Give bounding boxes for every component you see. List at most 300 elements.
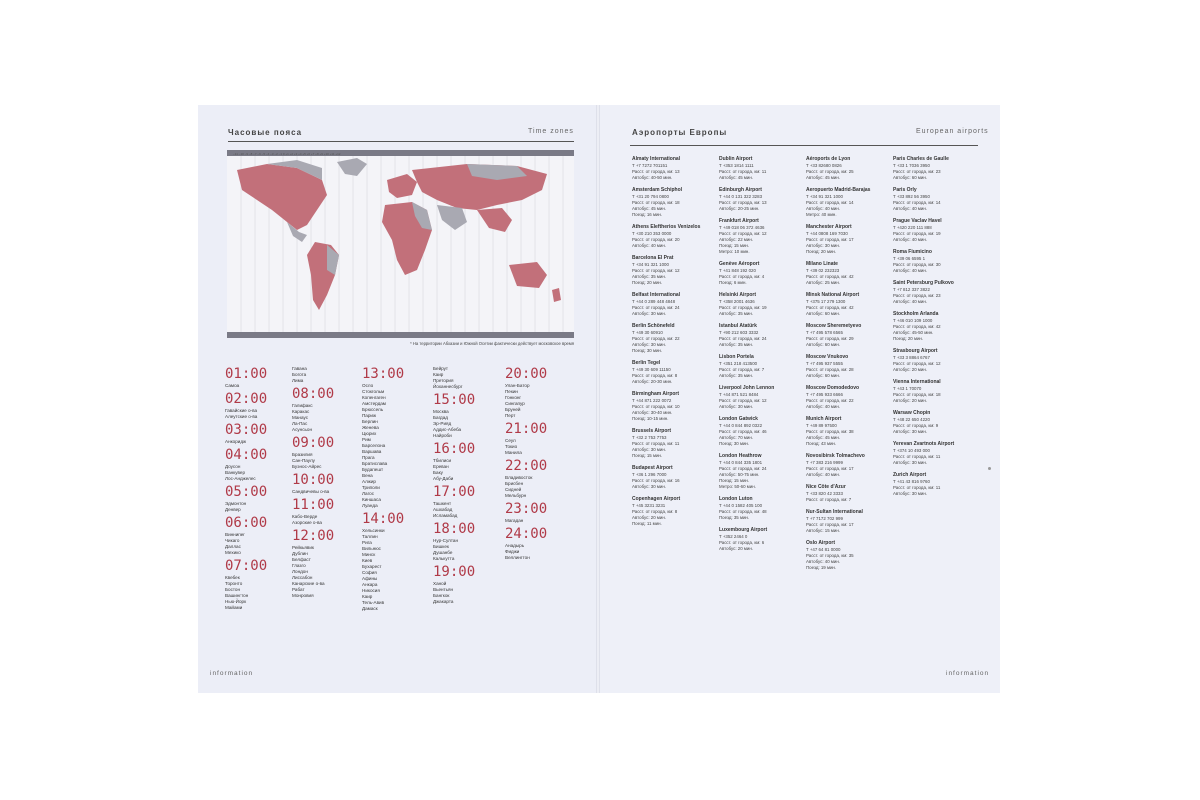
tz-city: Алеутские о-ва bbox=[225, 414, 258, 419]
airport-name: Moscow Domodedovo bbox=[806, 385, 860, 391]
tz-city: Найроби bbox=[433, 433, 452, 438]
airport-name: Nur-Sultan International bbox=[806, 509, 863, 515]
airport-name: Athens Eleftherios Venizelos bbox=[632, 224, 701, 230]
tz-city: Торонто bbox=[225, 581, 243, 586]
airport-name: Genève Aéroport bbox=[719, 261, 760, 267]
tz-block bbox=[225, 558, 287, 611]
airport-detail: Автобус: 70 мин. bbox=[719, 435, 753, 440]
airport-entry bbox=[632, 323, 716, 354]
airport-name: Strasbourg Airport bbox=[893, 348, 938, 354]
tz-city: Братислава bbox=[362, 461, 388, 466]
tz-city: Манаус bbox=[292, 415, 309, 420]
airport-entry bbox=[893, 441, 977, 466]
tz-block bbox=[433, 484, 495, 519]
tz-city: Душанбе bbox=[433, 550, 453, 555]
airport-entry bbox=[893, 472, 977, 497]
airport-name: Belfast International bbox=[632, 292, 681, 298]
airport-detail: T +31 20 794 0800 bbox=[632, 194, 669, 199]
airport-column-3 bbox=[806, 156, 890, 577]
airport-detail: T +375 17 279 1300 bbox=[806, 299, 846, 304]
airport-detail: T +45 3231 3231 bbox=[632, 503, 666, 508]
airport-detail: Расст. от города, км: 13 bbox=[632, 169, 680, 174]
airport-detail: Автобус: 20 мин. bbox=[719, 546, 753, 551]
tz-time: 20:00 bbox=[505, 366, 548, 382]
tz-city: Копенгаген bbox=[362, 395, 386, 400]
tz-time: 24:00 bbox=[505, 526, 548, 542]
right-header-rule bbox=[630, 145, 978, 146]
airport-detail: Автобус: 25 мин. bbox=[806, 280, 840, 285]
airport-name: London Heathrow bbox=[719, 453, 762, 459]
airport-entry bbox=[632, 428, 716, 459]
airport-name: Munich Airport bbox=[806, 416, 842, 422]
tz-column-5 bbox=[505, 366, 567, 563]
airport-detail: T +7 495 937 5555 bbox=[806, 361, 843, 366]
tz-city: Сан-Паулу bbox=[292, 458, 315, 463]
airport-detail: Автобус: 40 мин. bbox=[893, 206, 927, 211]
airport-detail: Расст. от города, км: 13 bbox=[719, 200, 767, 205]
tz-city: Ванкувер bbox=[225, 470, 246, 475]
airport-detail: Расст. от города, км: 17 bbox=[806, 237, 854, 242]
airport-name: Dublin Airport bbox=[719, 156, 753, 162]
tz-city: Майами bbox=[225, 605, 243, 610]
airport-detail: Расст. от города, км: 12 bbox=[719, 398, 767, 403]
tz-city: Таллин bbox=[362, 534, 378, 539]
tz-city: Калькутта bbox=[433, 556, 455, 561]
tz-city: Рабат bbox=[292, 587, 305, 592]
airport-detail: T +44 0 844 335 1801 bbox=[719, 460, 763, 465]
tz-city: Варшава bbox=[362, 449, 382, 454]
airport-detail: T +33 1 7036 3950 bbox=[893, 163, 930, 168]
airport-detail: Поезд: 15 мин. bbox=[719, 243, 750, 248]
airport-detail: Поезд: 6 мин. bbox=[719, 280, 747, 285]
airport-detail: Автобус: 30 мин. bbox=[632, 311, 666, 316]
airport-detail: Автобус: 60 мин. bbox=[806, 373, 840, 378]
airport-detail: Расст. от города, км: 11 bbox=[719, 169, 767, 174]
tz-city: Нур-Султан bbox=[433, 538, 458, 543]
right-page-footer: information bbox=[946, 670, 990, 677]
tz-block bbox=[292, 386, 354, 433]
airport-detail: T +47 64 81 0000 bbox=[806, 547, 841, 552]
tz-city: Фиджи bbox=[505, 549, 520, 554]
airport-entry bbox=[719, 261, 803, 286]
airport-detail: T +352 2464 0 bbox=[719, 534, 748, 539]
airport-name: Copenhagen Airport bbox=[632, 496, 681, 502]
tz-column-1 bbox=[225, 366, 287, 613]
airport-detail: Автобус: 30 мин. bbox=[719, 404, 753, 409]
tz-city: Тбилиси bbox=[433, 458, 452, 463]
airport-entry bbox=[632, 156, 716, 181]
tz-time: 22:00 bbox=[505, 458, 548, 474]
airport-entry bbox=[632, 187, 716, 218]
airport-entry bbox=[893, 379, 977, 404]
tz-city: Лондон bbox=[292, 569, 308, 574]
airport-column-4 bbox=[893, 156, 977, 503]
airport-entry bbox=[893, 249, 977, 274]
airport-entry bbox=[719, 187, 803, 212]
tz-city: Бейрут bbox=[433, 366, 449, 371]
airport-detail: T +420 220 111 888 bbox=[893, 225, 932, 230]
airport-detail: T +49 30 609 11150 bbox=[632, 367, 671, 372]
airport-name: Amsterdam Schiphol bbox=[632, 187, 683, 193]
airport-entry bbox=[806, 354, 890, 379]
tz-block bbox=[433, 564, 495, 605]
tz-block bbox=[433, 366, 495, 390]
tz-city: Аддис-Абеба bbox=[433, 427, 462, 432]
tz-block bbox=[292, 366, 354, 384]
airport-detail: Метро: 10 мин. bbox=[719, 249, 750, 254]
tz-block bbox=[433, 441, 495, 482]
airport-detail: Расст. от города, км: 11 bbox=[893, 485, 941, 490]
tz-city: Хельсинки bbox=[362, 528, 385, 533]
airport-name: Aeropuerto Madrid-Barajas bbox=[806, 187, 871, 193]
tz-city: София bbox=[362, 570, 377, 575]
airport-entry bbox=[632, 224, 716, 249]
airport-detail: Автобус: 35 мин. bbox=[719, 342, 753, 347]
airport-detail: Расст. от города, км: 22 bbox=[632, 336, 680, 341]
airport-detail: Автобус: 22 мин. bbox=[719, 237, 753, 242]
airport-detail: Поезд: 16 мин. bbox=[632, 212, 663, 217]
tz-city: Ханой bbox=[433, 581, 447, 586]
tz-block bbox=[505, 526, 567, 561]
airport-entry bbox=[719, 416, 803, 447]
airport-detail: Расст. от города, км: 22 bbox=[806, 398, 854, 403]
tz-city: Луанда bbox=[362, 503, 378, 508]
tz-column-3 bbox=[362, 366, 424, 614]
airport-name: Manchester Airport bbox=[806, 224, 852, 230]
airport-detail: Расст. от города, км: 11 bbox=[893, 454, 941, 459]
tz-city: Виннипег bbox=[225, 532, 245, 537]
tz-city: Квебек bbox=[225, 575, 240, 580]
airport-entry bbox=[893, 156, 977, 181]
airport-entry bbox=[806, 261, 890, 286]
airport-name: Edinburgh Airport bbox=[719, 187, 762, 193]
airport-column-1 bbox=[632, 156, 716, 533]
tz-city: Минск bbox=[362, 552, 376, 557]
airport-detail: T +39 02 232323 bbox=[806, 268, 840, 273]
tz-city: Претория bbox=[433, 378, 454, 383]
tz-block bbox=[505, 366, 567, 419]
airport-detail: Расст. от города, км: 24 bbox=[719, 336, 767, 341]
tz-city: Эр-Рияд bbox=[433, 421, 452, 426]
airport-name: Almaty International bbox=[632, 156, 681, 162]
airport-entry bbox=[719, 354, 803, 379]
airport-detail: T +33 3 8864 6767 bbox=[893, 355, 930, 360]
tz-city: Ташкент bbox=[433, 501, 452, 506]
airport-detail: Метро: 40 мин. bbox=[806, 212, 837, 217]
tz-city: Нью-Йорк bbox=[225, 599, 247, 604]
tz-city: Сидней bbox=[505, 487, 522, 492]
tz-city: Бостон bbox=[225, 587, 241, 592]
airport-detail: T +33 892 56 3950 bbox=[893, 194, 930, 199]
right-page-title: Аэропорты Европы bbox=[632, 128, 728, 137]
map-footnote: * На территории Абхазии и Южной Осетии фактически действует московское время bbox=[410, 341, 574, 346]
tz-city: Глазго bbox=[292, 563, 306, 568]
airport-detail: T +36 1 296 7000 bbox=[632, 472, 667, 477]
airport-detail: Расст. от города, км: 16 bbox=[632, 478, 680, 483]
tz-time: 03:00 bbox=[225, 422, 268, 438]
tz-city: Вена bbox=[362, 473, 373, 478]
airport-detail: Автобус: 40 мин. bbox=[806, 559, 840, 564]
tz-time: 23:00 bbox=[505, 501, 548, 517]
tz-block bbox=[292, 435, 354, 470]
airport-entry bbox=[893, 187, 977, 212]
airport-detail: Автобус: 45-50 мин. bbox=[893, 330, 934, 335]
airport-detail: T +7 383 216 9999 bbox=[806, 460, 843, 465]
tz-city: Рим bbox=[362, 437, 371, 442]
airport-detail: Автобус: 40 мин. bbox=[893, 268, 927, 273]
airport-entry bbox=[632, 292, 716, 317]
tz-city: Ашхабад bbox=[433, 507, 453, 512]
airport-detail: Поезд: 19 мин. bbox=[806, 565, 837, 570]
tz-city: Анкоридж bbox=[225, 439, 247, 444]
tz-city: Галифакс bbox=[292, 403, 313, 408]
tz-city: Манила bbox=[505, 450, 522, 455]
airport-entry bbox=[806, 385, 890, 410]
airport-detail: Поезд: 10-15 мин. bbox=[632, 416, 669, 421]
tz-city: Каир bbox=[362, 594, 373, 599]
tz-city: Сингапур bbox=[505, 401, 525, 406]
tz-time: 14:00 bbox=[362, 511, 405, 527]
tz-time: 09:00 bbox=[292, 435, 335, 451]
tz-city: Афины bbox=[362, 576, 378, 581]
tz-city: Москва bbox=[433, 409, 449, 414]
airport-detail: T +39 06 6595 1 bbox=[893, 256, 926, 261]
airport-detail: Расст. от города, км: 11 bbox=[632, 441, 680, 446]
airport-name: Moscow Vnukovo bbox=[806, 354, 849, 360]
airport-name: Nice Côte d'Azur bbox=[806, 484, 846, 490]
airport-detail: Расст. от города, км: 18 bbox=[893, 392, 941, 397]
tz-city: Ереван bbox=[433, 464, 449, 469]
airport-name: Birmingham Airport bbox=[632, 391, 680, 397]
svg-text:−11 −10 −9 −8 −7 −6 −5 −4 −3 −: −11 −10 −9 −8 −7 −6 −5 −4 −3 −2 −1 0 +1 +2 +3 +4 +5 +6 +7 +8 +9 +10 +11 +12 bbox=[233, 152, 341, 156]
tz-block bbox=[433, 521, 495, 562]
airport-detail: Автобус: 60 мин. bbox=[806, 311, 840, 316]
left-page-subtitle: Time zones bbox=[528, 128, 574, 135]
tz-city: Прага bbox=[362, 455, 375, 460]
tz-city: Брюссель bbox=[362, 407, 384, 412]
tz-block bbox=[225, 391, 287, 420]
airport-detail: Расст. от города, км: 17 bbox=[806, 522, 854, 527]
tz-city: Вьентьян bbox=[433, 587, 454, 592]
airport-detail: Автобус: 40 мин. bbox=[632, 243, 666, 248]
tz-city: Кабо-Верде bbox=[292, 514, 318, 519]
tz-block bbox=[292, 472, 354, 495]
airport-name: Frankfurt Airport bbox=[719, 218, 759, 224]
airport-entry bbox=[719, 527, 803, 552]
airport-detail: Автобус: 40 мин. bbox=[806, 404, 840, 409]
airport-detail: Расст. от города, км: 42 bbox=[806, 274, 854, 279]
airport-detail: Расст. от города, км: 6 bbox=[719, 540, 765, 545]
tz-city: Токио bbox=[505, 444, 518, 449]
tz-time: 05:00 bbox=[225, 484, 268, 500]
tz-time: 08:00 bbox=[292, 386, 335, 402]
airport-detail: Расст. от города, км: 30 bbox=[893, 262, 941, 267]
airport-detail: Расст. от города, км: 48 bbox=[719, 509, 767, 514]
airport-detail: Автобус: 20 мин. bbox=[893, 367, 927, 372]
airport-detail: T +41 848 192 020 bbox=[719, 268, 756, 273]
tz-block bbox=[505, 458, 567, 499]
airport-detail: Автобус: 30-40 мин. bbox=[632, 410, 673, 415]
tz-time: 11:00 bbox=[292, 497, 335, 513]
airport-detail: Расст. от города, км: 20 bbox=[632, 237, 680, 242]
tz-city: Чикаго bbox=[225, 538, 240, 543]
airport-name: Milano Linate bbox=[806, 261, 838, 267]
airport-detail: Поезд: 20 мин. bbox=[893, 336, 924, 341]
airport-entry bbox=[632, 465, 716, 490]
tz-city: Брисбен bbox=[505, 481, 524, 486]
airport-detail: Расст. от города, км: 19 bbox=[893, 231, 941, 236]
airport-detail: Автобус: 30 мин. bbox=[893, 429, 927, 434]
tz-time: 12:00 bbox=[292, 528, 335, 544]
airport-entry bbox=[893, 348, 977, 373]
airport-detail: Расст. от города, км: 24 bbox=[719, 466, 767, 471]
tz-city: Белфаст bbox=[292, 557, 311, 562]
tz-time: 02:00 bbox=[225, 391, 268, 407]
airport-detail: T +34 91 321 1000 bbox=[632, 262, 669, 267]
airport-detail: Поезд: 15 мин. bbox=[632, 453, 663, 458]
airport-detail: Поезд: 15 мин. bbox=[719, 478, 750, 483]
left-header-rule bbox=[228, 141, 574, 142]
airport-name: Minsk National Airport bbox=[806, 292, 860, 298]
airport-detail: Расст. от города, км: 8 bbox=[632, 373, 678, 378]
airport-detail: Расст. от города, км: 29 bbox=[806, 336, 854, 341]
airport-detail: Автобус: 40 мин. bbox=[893, 299, 927, 304]
airport-detail: Расст. от города, км: 12 bbox=[893, 361, 941, 366]
tz-block bbox=[225, 422, 287, 445]
airport-detail: Автобус: 60 мин. bbox=[893, 175, 927, 180]
tz-city: Вильнюс bbox=[362, 546, 381, 551]
airport-detail: Расст. от города, км: 10 bbox=[632, 404, 680, 409]
airport-name: Novosibirsk Tolmachevo bbox=[806, 453, 865, 459]
airport-entry bbox=[719, 156, 803, 181]
airport-detail: Поезд: 20 мин. bbox=[632, 280, 663, 285]
tz-block bbox=[433, 392, 495, 439]
airport-detail: Поезд: 11 мин. bbox=[632, 521, 662, 526]
tz-city: Буэнос-Айрес bbox=[292, 464, 322, 469]
tz-city: Магадан bbox=[505, 518, 524, 523]
airport-detail: Расст. от города, км: 12 bbox=[632, 268, 680, 273]
airport-name: Roma Fiumicino bbox=[893, 249, 932, 255]
airport-name: Berlin Tegel bbox=[632, 360, 661, 366]
airport-detail: Автобус: 45 мин. bbox=[806, 175, 840, 180]
airport-detail: T +33 820 42 3333 bbox=[806, 491, 843, 496]
airport-detail: Расст. от города, км: 17 bbox=[806, 466, 854, 471]
airport-entry bbox=[806, 540, 890, 571]
airport-detail: Автобус: 30 мин. bbox=[806, 243, 840, 248]
tz-city: Дамаск bbox=[362, 606, 378, 611]
airport-name: London Luton bbox=[719, 496, 753, 502]
tz-city: Канарские о-ва bbox=[292, 581, 325, 586]
airport-detail: Автобус: 30 мин. bbox=[632, 484, 666, 489]
airport-name: London Gatwick bbox=[719, 416, 758, 422]
airport-detail: Расст. от города, км: 28 bbox=[806, 367, 854, 372]
airport-entry bbox=[806, 323, 890, 348]
tz-time: 07:00 bbox=[225, 558, 268, 574]
airport-detail: T +374 10 493 000 bbox=[893, 448, 930, 453]
tz-city: Гавана bbox=[292, 366, 307, 371]
airport-detail: Автобус: 50-75 мин. bbox=[719, 472, 760, 477]
airport-detail: T +44 0 289 448 4848 bbox=[632, 299, 676, 304]
airport-detail: Расст. от города, км: 12 bbox=[719, 231, 767, 236]
airport-entry bbox=[719, 218, 803, 255]
tz-city: Рейкьявик bbox=[292, 545, 314, 550]
tz-time: 19:00 bbox=[433, 564, 476, 580]
airport-name: Luxembourg Airport bbox=[719, 527, 768, 533]
tz-city: Париж bbox=[362, 413, 377, 418]
airport-detail: T +44 871 521 8484 bbox=[719, 392, 759, 397]
airport-name: Paris Charles de Gaulle bbox=[893, 156, 949, 162]
airport-detail: Расст. от города, км: 42 bbox=[893, 324, 941, 329]
tz-city: Улан-Батор bbox=[505, 383, 530, 388]
airport-detail: Автобус: 35 мин. bbox=[719, 311, 753, 316]
airport-detail: T +49 018 06 372 4636 bbox=[719, 225, 765, 230]
airport-detail: T +44 0 131 322 3283 bbox=[719, 194, 763, 199]
airport-detail: Автобус: 40 мин. bbox=[806, 206, 840, 211]
tz-time: 01:00 bbox=[225, 366, 268, 382]
airport-name: Paris Orly bbox=[893, 187, 917, 193]
tz-city: Джакарта bbox=[433, 599, 454, 604]
tz-city: Анадырь bbox=[505, 543, 525, 548]
airport-detail: Расст. от города, км: 9 bbox=[893, 423, 939, 428]
tz-city: Богота bbox=[292, 372, 307, 377]
airport-detail: T +351 218 413500 bbox=[719, 361, 758, 366]
tz-city: Даллас bbox=[225, 544, 241, 549]
airport-entry bbox=[806, 224, 890, 255]
tz-city: Лагос bbox=[362, 491, 374, 496]
airport-detail: T +41 43 816 9760 bbox=[893, 479, 930, 484]
tz-time: 06:00 bbox=[225, 515, 268, 531]
airport-detail: Автобус: 35 мин. bbox=[632, 274, 666, 279]
airport-name: Brussels Airport bbox=[632, 428, 671, 434]
airport-detail: Расст. от города, км: 8 bbox=[632, 509, 678, 514]
airport-detail: T +49 30 60910 bbox=[632, 330, 663, 335]
airport-detail: T +44 0 1582 405 100 bbox=[719, 503, 763, 508]
tz-city: Бангкок bbox=[433, 593, 450, 598]
airport-detail: Автобус: 45 мин. bbox=[719, 175, 753, 180]
tz-block bbox=[505, 421, 567, 456]
tz-city: Бишкек bbox=[433, 544, 449, 549]
airport-detail: Автобус: 20-30 мин. bbox=[632, 379, 673, 384]
tz-city: Эдмонтон bbox=[225, 501, 247, 506]
tz-city: Самоа bbox=[225, 383, 240, 388]
airport-detail: Поезд: 35 мин. bbox=[719, 515, 750, 520]
airport-entry bbox=[806, 156, 890, 181]
tz-city: Каракас bbox=[292, 409, 310, 414]
tz-city: Мельбурн bbox=[505, 493, 527, 498]
tz-city: Осло bbox=[362, 383, 374, 388]
airport-detail: Расст. от города, км: 18 bbox=[632, 200, 680, 205]
tz-time: 04:00 bbox=[225, 447, 268, 463]
tz-city: Стокгольм bbox=[362, 389, 385, 394]
airport-detail: Расст. от города, км: 14 bbox=[806, 200, 854, 205]
airport-entry bbox=[806, 187, 890, 218]
tz-city: Асунсьон bbox=[292, 427, 312, 432]
tz-city: Сеул bbox=[505, 438, 516, 443]
airport-detail: Автобус: 20 мин. bbox=[632, 515, 666, 520]
airport-detail: Автобус: 30 мин. bbox=[632, 342, 666, 347]
airport-name: Barcelona El Prat bbox=[632, 255, 674, 261]
airport-detail: Расст. от города, км: 42 bbox=[806, 305, 854, 310]
tz-city: Никосия bbox=[362, 588, 380, 593]
airport-detail: Автобус: 40-50 мин. bbox=[632, 175, 673, 180]
tz-city: Женева bbox=[362, 425, 379, 430]
airport-detail: T +30 210 353 0000 bbox=[632, 231, 672, 236]
airport-entry bbox=[632, 255, 716, 286]
airport-detail: T +33 82680 0826 bbox=[806, 163, 842, 168]
tz-time: 17:00 bbox=[433, 484, 476, 500]
book-spine bbox=[596, 105, 600, 693]
tz-time: 13:00 bbox=[362, 366, 405, 382]
